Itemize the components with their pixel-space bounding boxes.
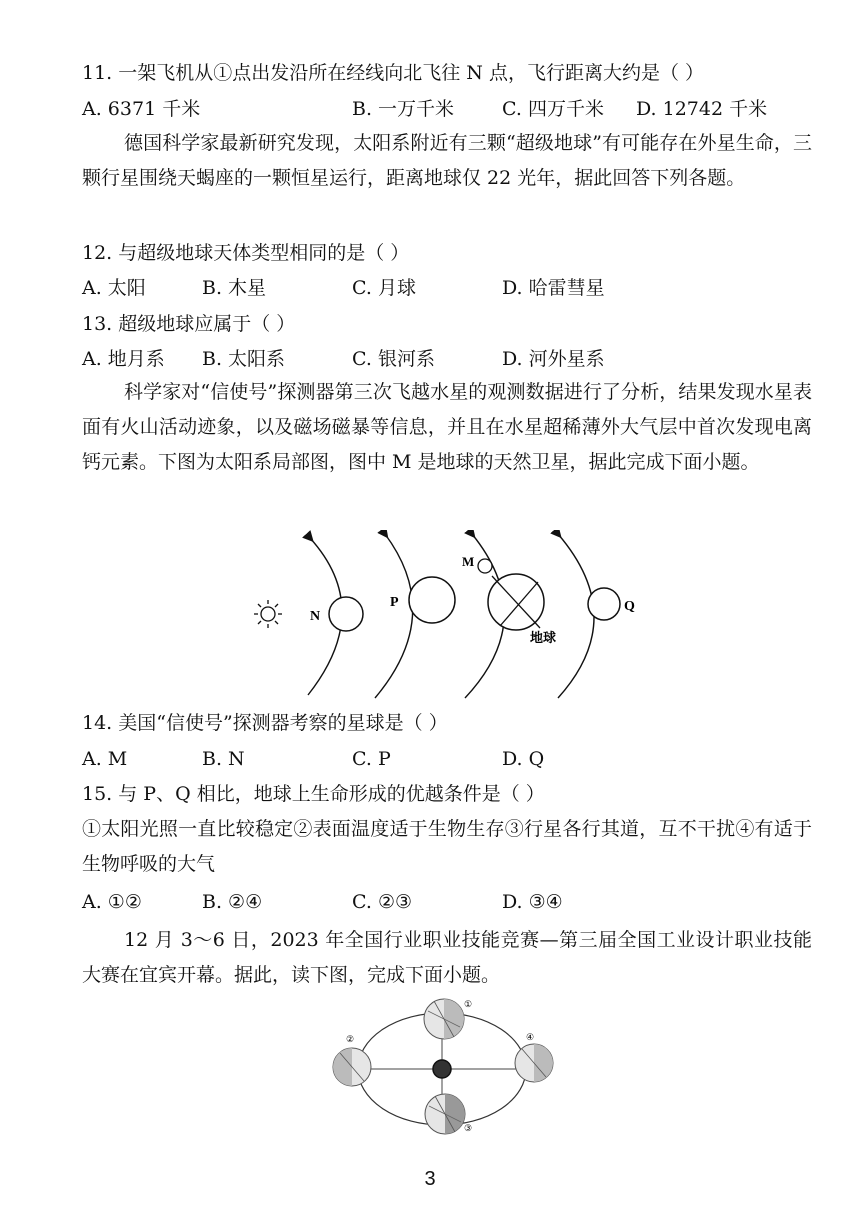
q14-option-b: B. N — [202, 748, 245, 770]
planet-p — [409, 577, 455, 623]
planet-q — [588, 588, 620, 620]
q15-statements: ①太阳光照一直比较稳定②表面温度适于生物生存③行星各行其道，互不干扰④有适于生物呼吸的大气 — [82, 818, 812, 875]
label-position-1: ① — [464, 999, 473, 1009]
q15-stem: 15. 与 P、Q 相比，地球上生命形成的优越条件是（ ） — [82, 783, 545, 805]
sun-center — [433, 1060, 451, 1078]
solar-system-figure — [240, 530, 640, 700]
earth-position-3 — [425, 1094, 465, 1134]
earth-position-1 — [424, 999, 464, 1039]
label-position-3: ③ — [464, 1123, 473, 1133]
q13-option-b: B. 太阳系 — [202, 348, 286, 370]
page-number: 3 — [424, 1168, 436, 1190]
label-earth: 地球 — [530, 630, 557, 645]
earth-position-2 — [333, 1048, 371, 1086]
q14-option-a: A. M — [82, 748, 128, 770]
passage-super-earth: 德国科学家最新研究发现，太阳系附近有三颗“超级地球”有可能存在外星生命，三颗行星围绕天蝎座的一颗恒星运行，距离地球仅 22 光年，据此回答下列各题。 — [82, 132, 812, 189]
label-q: Q — [624, 599, 635, 614]
passage-competition: 12 月 3～6 日，2023 年全国行业职业技能竞赛—第三届全国工业设计职业技能大赛在宜宾开幕。据此，读下图，完成下面小题。 — [82, 929, 812, 986]
orbit-q — [558, 534, 594, 698]
orbit-p — [375, 534, 413, 698]
q12-stem: 12. 与超级地球天体类型相同的是（ ） — [82, 242, 410, 264]
q15-option-d: D. ③④ — [502, 891, 563, 913]
q15-option-b: B. ②④ — [202, 891, 263, 913]
q13-option-c: C. 银河系 — [352, 348, 435, 370]
q15-option-c: C. ②③ — [352, 891, 413, 913]
q11-option-c: C. 四万千米 — [502, 98, 604, 120]
q15-option-a: A. ①② — [82, 891, 142, 913]
earth-revolution-figure — [328, 995, 558, 1140]
q13-option-a: A. 地月系 — [82, 348, 165, 370]
label-p: P — [390, 595, 399, 610]
q11-option-b: B. 一万千米 — [352, 98, 455, 120]
q14-option-d: D. Q — [502, 748, 545, 770]
label-position-2: ② — [346, 1034, 355, 1044]
label-m: M — [462, 554, 475, 569]
q14-stem: 14. 美国“信使号”探测器考察的星球是（ ） — [82, 712, 448, 734]
q11-stem: 11. 一架飞机从①点出发沿所在经线向北飞往 N 点，飞行距离大约是（ ） — [82, 62, 705, 84]
q11-option-d: D. 12742 千米 — [636, 98, 768, 120]
sun-icon — [254, 600, 282, 628]
q11-option-a: A. 6371 千米 — [82, 98, 201, 120]
label-n: N — [310, 609, 321, 624]
q12-option-c: C. 月球 — [352, 277, 416, 299]
q12-option-b: B. 木星 — [202, 277, 267, 299]
earth-position-4 — [515, 1044, 553, 1082]
q14-option-c: C. P — [352, 748, 391, 770]
q12-option-a: A. 太阳 — [82, 277, 146, 299]
q13-option-d: D. 河外星系 — [502, 348, 605, 370]
moon-m — [478, 559, 492, 573]
q13-stem: 13. 超级地球应属于（ ） — [82, 313, 296, 335]
label-position-4: ④ — [526, 1032, 535, 1042]
passage-messenger: 科学家对“信使号”探测器第三次飞越水星的观测数据进行了分析，结果发现水星表面有火山活动迹象，以及磁场磁暴等信息，并且在水星超稀薄外大气层中首次发现电离钙元素。下图为太阳系局部图，图中 M 是地球的天然卫星，据此完成下面小题。 — [82, 381, 812, 473]
planet-n — [329, 597, 363, 631]
q12-option-d: D. 哈雷彗星 — [502, 277, 605, 299]
